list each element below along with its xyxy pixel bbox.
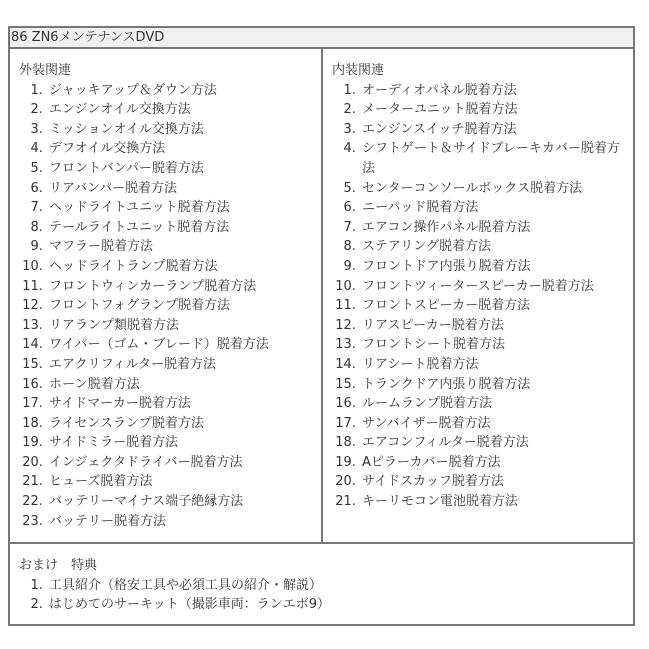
list-item: 3. エンジンスイッチ脱着方法 [360, 120, 621, 140]
list-item: 19. サイドミラー脱着方法 [47, 433, 321, 453]
list-item: 14. リアシート脱着方法 [360, 355, 621, 375]
list-item: 2. エンジンオイル交換方法 [47, 100, 321, 120]
list-item: 18. ライセンスランプ脱着方法 [47, 414, 321, 434]
list-item: 12. リアスピーカー脱着方法 [360, 316, 621, 336]
list-item: 6. リアバンパー脱着方法 [47, 179, 321, 199]
list-item: 17. サイドマーカー脱着方法 [47, 394, 321, 414]
interior-heading: 内装関連 [332, 63, 385, 78]
list-item: 7. エアコン操作パネル脱着方法 [360, 218, 621, 238]
list-item: 12. フロントフォグランプ脱着方法 [47, 296, 321, 316]
list-item: 16. ルームランプ脱着方法 [360, 394, 621, 414]
table-title: 86 ZN6メンテナンスDVD [10, 28, 633, 49]
list-item: 9. マフラー脱着方法 [47, 237, 321, 257]
list-item: 21. ヒューズ脱着方法 [47, 472, 321, 492]
contents-row [10, 49, 633, 544]
list-item: 20. インジェクタドライバー脱着方法 [47, 453, 321, 473]
list-item: 2. メーターユニット脱着方法 [360, 100, 621, 120]
list-item: 1. ジャッキアップ＆ダウン方法 [47, 81, 321, 101]
list-item: 10. フロントツィータースピーカー脱着方法 [360, 277, 621, 297]
list-item: 20. サイドスカッフ脱着方法 [360, 472, 621, 492]
list-item: 16. ホーン脱着方法 [47, 375, 321, 395]
list-item: 4. デフオイル交換方法 [47, 139, 321, 159]
list-item: 7. ヘッドライトユニット脱着方法 [47, 198, 321, 218]
list-item: 8. ステアリング脱着方法 [360, 237, 621, 257]
list-item: 23. バッテリー脱着方法 [47, 512, 321, 532]
list-item: 3. ミッションオイル交換方法 [47, 120, 321, 140]
exterior-column [10, 49, 323, 542]
list-item: 17. サンバイザー脱着方法 [360, 414, 621, 434]
list-item: 14. ワイパー（ゴム・ブレード）脱着方法 [47, 335, 321, 355]
list-item: 10. ヘッドライトランプ脱着方法 [47, 257, 321, 277]
list-item: 8. テールライトユニット脱着方法 [47, 218, 321, 238]
list-item: 11. フロントウィンカーランプ脱着方法 [47, 277, 321, 297]
list-item: 18. エアコンフィルター脱着方法 [360, 433, 621, 453]
exterior-heading: 外装関連 [19, 63, 72, 78]
interior-column [323, 49, 633, 542]
list-item: 11. フロントスピーカー脱着方法 [360, 296, 621, 316]
list-item: 6. ニーパッド脱着方法 [360, 198, 621, 218]
dvd-contents-table [8, 26, 635, 626]
list-item: 1. 工具紹介（格安工具や必須工具の紹介・解説） [47, 576, 633, 596]
interior-list [332, 81, 633, 512]
list-item: 5. フロントバンパー脱着方法 [47, 159, 321, 179]
list-item: 1. オーディオパネル脱着方法 [360, 81, 621, 101]
list-item: 22. バッテリーマイナス端子絶縁方法 [47, 492, 321, 512]
bonus-heading: おまけ 特典 [19, 558, 98, 573]
bonus-list [19, 576, 633, 615]
list-item: 13. リアランプ類脱着方法 [47, 316, 321, 336]
list-item: 19. Aピラーカバー脱着方法 [360, 453, 621, 473]
list-item: 5. センターコンソールボックス脱着方法 [360, 179, 621, 199]
list-item: 4. シフトゲート＆サイドブレーキカバー脱着方法 [360, 139, 621, 178]
list-item: 21. キーリモコン電池脱着方法 [360, 492, 621, 512]
list-item: 13. フロントシート脱着方法 [360, 335, 621, 355]
bonus-section [10, 544, 633, 624]
list-item: 15. エアクリフィルター脱着方法 [47, 355, 321, 375]
list-item: 2. はじめてのサーキット（撮影車両：ランエボ9） [47, 595, 633, 615]
exterior-list [19, 81, 321, 532]
list-item: 9. フロントドア内張り脱着方法 [360, 257, 621, 277]
list-item: 15. トランクドア内張り脱着方法 [360, 375, 621, 395]
